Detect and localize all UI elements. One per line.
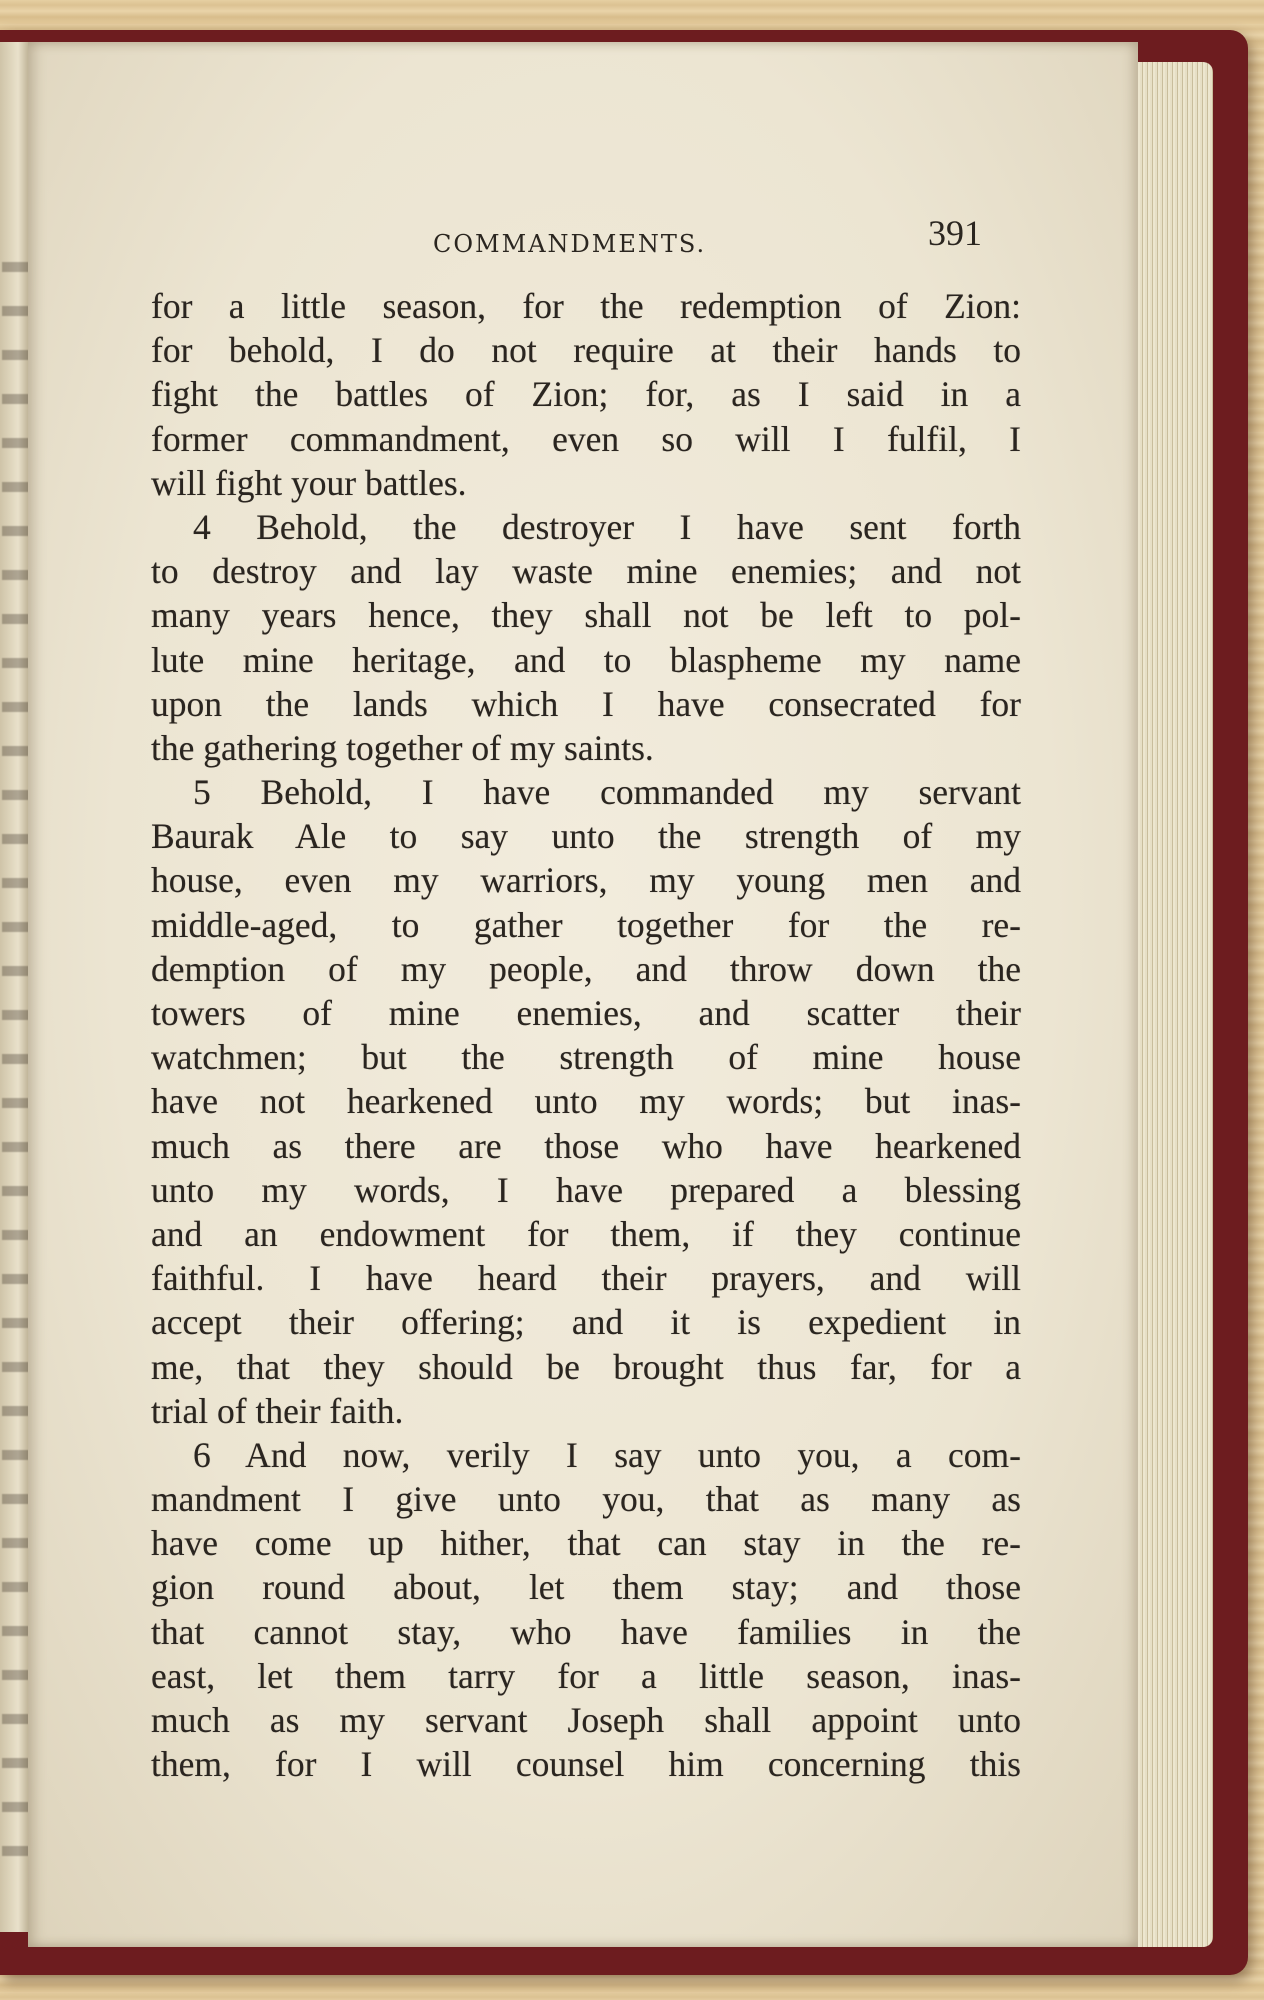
book-page (28, 42, 1138, 1947)
text-line: unto my words, I have prepared a blessing (151, 1169, 1021, 1210)
text-line: upon the lands which I have consecrated for (151, 683, 1021, 724)
text-line: that cannot stay, who have families in the (151, 1611, 1021, 1652)
text-line: Baurak Ale to say unto the strength of my (151, 816, 1021, 857)
text-line: have not hearkened unto my words; but inas- (151, 1081, 1021, 1122)
verse-5-start: 5 Behold, I have commanded my servant (193, 772, 1021, 813)
text-line: gion round about, let them stay; and those (151, 1567, 1021, 1608)
running-head-title: COMMANDMENTS. (433, 230, 707, 258)
text-line: middle-aged, to gather together for the re- (151, 904, 1021, 945)
text-line: me, that they should be brought thus far, for a (151, 1346, 1021, 1387)
text-line: former commandment, even so will I fulfil, I (151, 418, 1021, 459)
text-line: much as my servant Joseph shall appoint unto (151, 1700, 1021, 1740)
text-line: lute mine heritage, and to blaspheme my name (151, 639, 1021, 680)
running-head (28, 212, 1138, 258)
page-edges (1135, 62, 1213, 1947)
text-line: the gathering together of my saints. (151, 727, 654, 768)
facing-page-edge (0, 42, 30, 1932)
text-line: for behold, I do not require at their hands to (151, 330, 1021, 371)
verse-6-start: 6 And now, verily I say unto you, a com- (193, 1434, 1021, 1475)
facing-page-text-fragment (2, 262, 30, 1862)
text-line: mandment I give unto you, that as many as (151, 1479, 1021, 1520)
text-line: much as there are those who have hearkened (151, 1125, 1021, 1166)
text-line: towers of mine enemies, and scatter their (151, 993, 1021, 1033)
text-line: will fight your battles. (151, 462, 467, 503)
text-line: accept their offering; and it is expedient in (151, 1302, 1021, 1343)
text-line: watchmen; but the strength of mine house (151, 1037, 1021, 1078)
text-line: to destroy and lay waste mine enemies; and not (151, 551, 1021, 592)
text-line: trial of their faith. (151, 1390, 404, 1431)
text-line: house, even my warriors, my young men and (151, 860, 1021, 901)
page-number: 391 (928, 213, 982, 253)
text-line: east, let them tarry for a little season, inas- (151, 1655, 1021, 1696)
body-text (151, 284, 1021, 1786)
text-line: have come up hither, that can stay in the re- (151, 1523, 1021, 1564)
verse-4-start: 4 Behold, the destroyer I have sent forth (193, 506, 1021, 547)
text-line: and an endowment for them, if they continue (151, 1213, 1021, 1254)
text-line: fight the battles of Zion; for, as I said in a (151, 374, 1021, 415)
text-line: many years hence, they shall not be left to pol- (151, 595, 1021, 636)
text-line: them, for I will counsel him concerning this (151, 1744, 1021, 1785)
text-line: demption of my people, and throw down the (151, 948, 1021, 989)
text-line: faithful. I have heard their prayers, and will (151, 1258, 1021, 1299)
text-line: for a little season, for the redemption of Zion: (151, 286, 1021, 326)
